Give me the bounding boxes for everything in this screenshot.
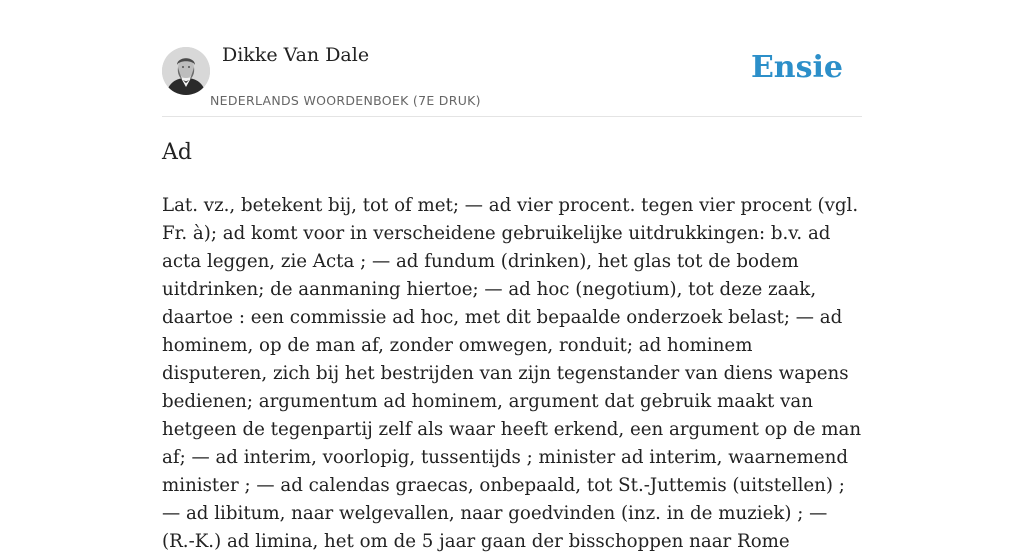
dictionary-source[interactable]: NEDERLANDS WOORDENBOEK (7E DRUK) — [210, 93, 481, 108]
entry-header — [162, 0, 862, 117]
page — [162, 0, 862, 552]
author-avatar[interactable] — [162, 47, 210, 95]
entry-definition: Lat. vz., betekent bij, tot of met; — ad vier procent. tegen vier procent (vgl. Fr. à); ad komt voor in verscheidene gebruikelijke uitdrukkingen: b.v. ad acta leggen, zie Acta ; — ad fundum (drinken), het glas tot de bodem uitdrinken; de aanmaning hiertoe; — ad hoc (negotium), tot deze zaak, daartoe : een commissie ad hoc, met dit bepaalde onderzoek belast; — ad hominem, op de man af, zonder omwegen, ronduit; ad hominem disputeren, zich bij het bestrijden van zijn tegenstander van diens wapens bedienen; argumentum ad hominem, argument dat gebruik maakt van hetgeen de tegenpartij zelf als waar heeft erkend, een argument op de man af; — ad interim, voorlopig, tussentijds ; minister ad interim, waarnemend minister ; — ad calendas graecas, onbepaald, tot St.-Juttemis (uitstellen) ; — ad libitum, naar welgevallen, naar goedvinden (inz. in de muziek) ; — (R.-K.) ad limina, het om de 5 jaar gaan der bisschoppen naar Rome — [162, 195, 862, 552]
portrait-image — [162, 47, 210, 95]
ensie-logo-link[interactable]: Ensie — [750, 50, 843, 85]
entry-title: Ad — [162, 140, 192, 165]
author-name[interactable]: Dikke Van Dale — [222, 44, 370, 66]
